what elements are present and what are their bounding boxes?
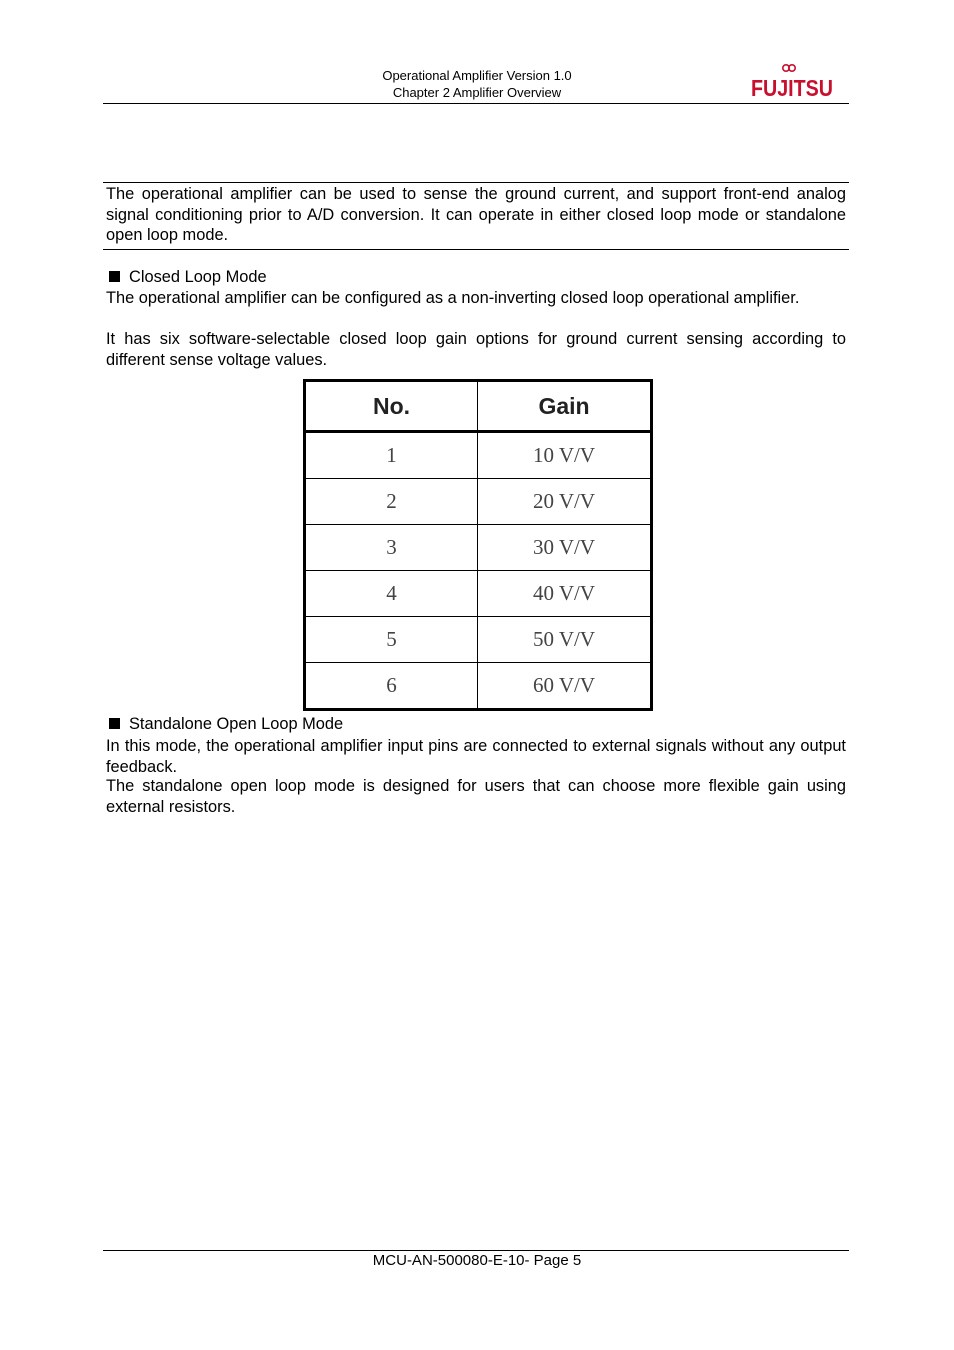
header-rule xyxy=(103,103,849,104)
table-row xyxy=(305,571,652,617)
fujitsu-logo xyxy=(749,62,835,102)
cell-gain: 60 V/V xyxy=(478,663,652,710)
cell-no: 3 xyxy=(305,525,478,571)
square-bullet-icon xyxy=(109,718,120,729)
footer-rule xyxy=(103,1250,849,1251)
intro-top-rule xyxy=(103,182,849,183)
table-row xyxy=(305,617,652,663)
open-loop-heading xyxy=(106,714,846,735)
cell-gain: 10 V/V xyxy=(478,432,652,479)
intro-bottom-rule xyxy=(103,249,849,250)
table-row xyxy=(305,663,652,710)
cell-gain: 20 V/V xyxy=(478,479,652,525)
cell-no: 1 xyxy=(305,432,478,479)
closed-loop-para2: It has six software-selectable closed loop gain options for ground current sensing according to different sense voltage values. xyxy=(106,330,846,369)
page-footer: MCU-AN-500080-E-10- Page 5 xyxy=(372,1252,582,1269)
table-row xyxy=(305,479,652,525)
table-row xyxy=(305,432,652,479)
table-row xyxy=(305,525,652,571)
intro-paragraph: The operational amplifier can be used to sense the ground current, and support front-end analog signal conditioning prior to A/D conversion. It can operate in either closed loop mode or standalone open loop mode. xyxy=(106,185,846,245)
cell-gain: 30 V/V xyxy=(478,525,652,571)
cell-no: 5 xyxy=(305,617,478,663)
closed-loop-para1: The operational amplifier can be configured as a non-inverting closed loop operational amplifier. xyxy=(106,289,800,307)
open-loop-para1: In this mode, the operational amplifier input pins are connected to external signals without any output feedback. xyxy=(106,737,846,776)
open-loop-heading-text: Standalone Open Loop Mode xyxy=(129,715,344,733)
cell-gain: 40 V/V xyxy=(478,571,652,617)
column-header-gain: Gain xyxy=(478,381,652,432)
column-header-no: No. xyxy=(305,381,478,432)
open-loop-para2: The standalone open loop mode is designed for users that can choose more flexible gain using external resistors. xyxy=(106,777,846,816)
cell-no: 4 xyxy=(305,571,478,617)
cell-gain: 50 V/V xyxy=(478,617,652,663)
gain-table-header-row xyxy=(305,381,652,432)
gain-table xyxy=(303,379,653,711)
cell-no: 6 xyxy=(305,663,478,710)
cell-no: 2 xyxy=(305,479,478,525)
header-title-line2: Chapter 2 Amplifier Overview xyxy=(392,84,562,100)
closed-loop-heading xyxy=(106,267,846,288)
closed-loop-heading-text: Closed Loop Mode xyxy=(129,268,267,286)
square-bullet-icon xyxy=(109,271,120,282)
header-title-line1: Operational Amplifier Version 1.0 xyxy=(382,68,572,83)
svg-text:FUJITSU: FUJITSU xyxy=(751,75,833,101)
